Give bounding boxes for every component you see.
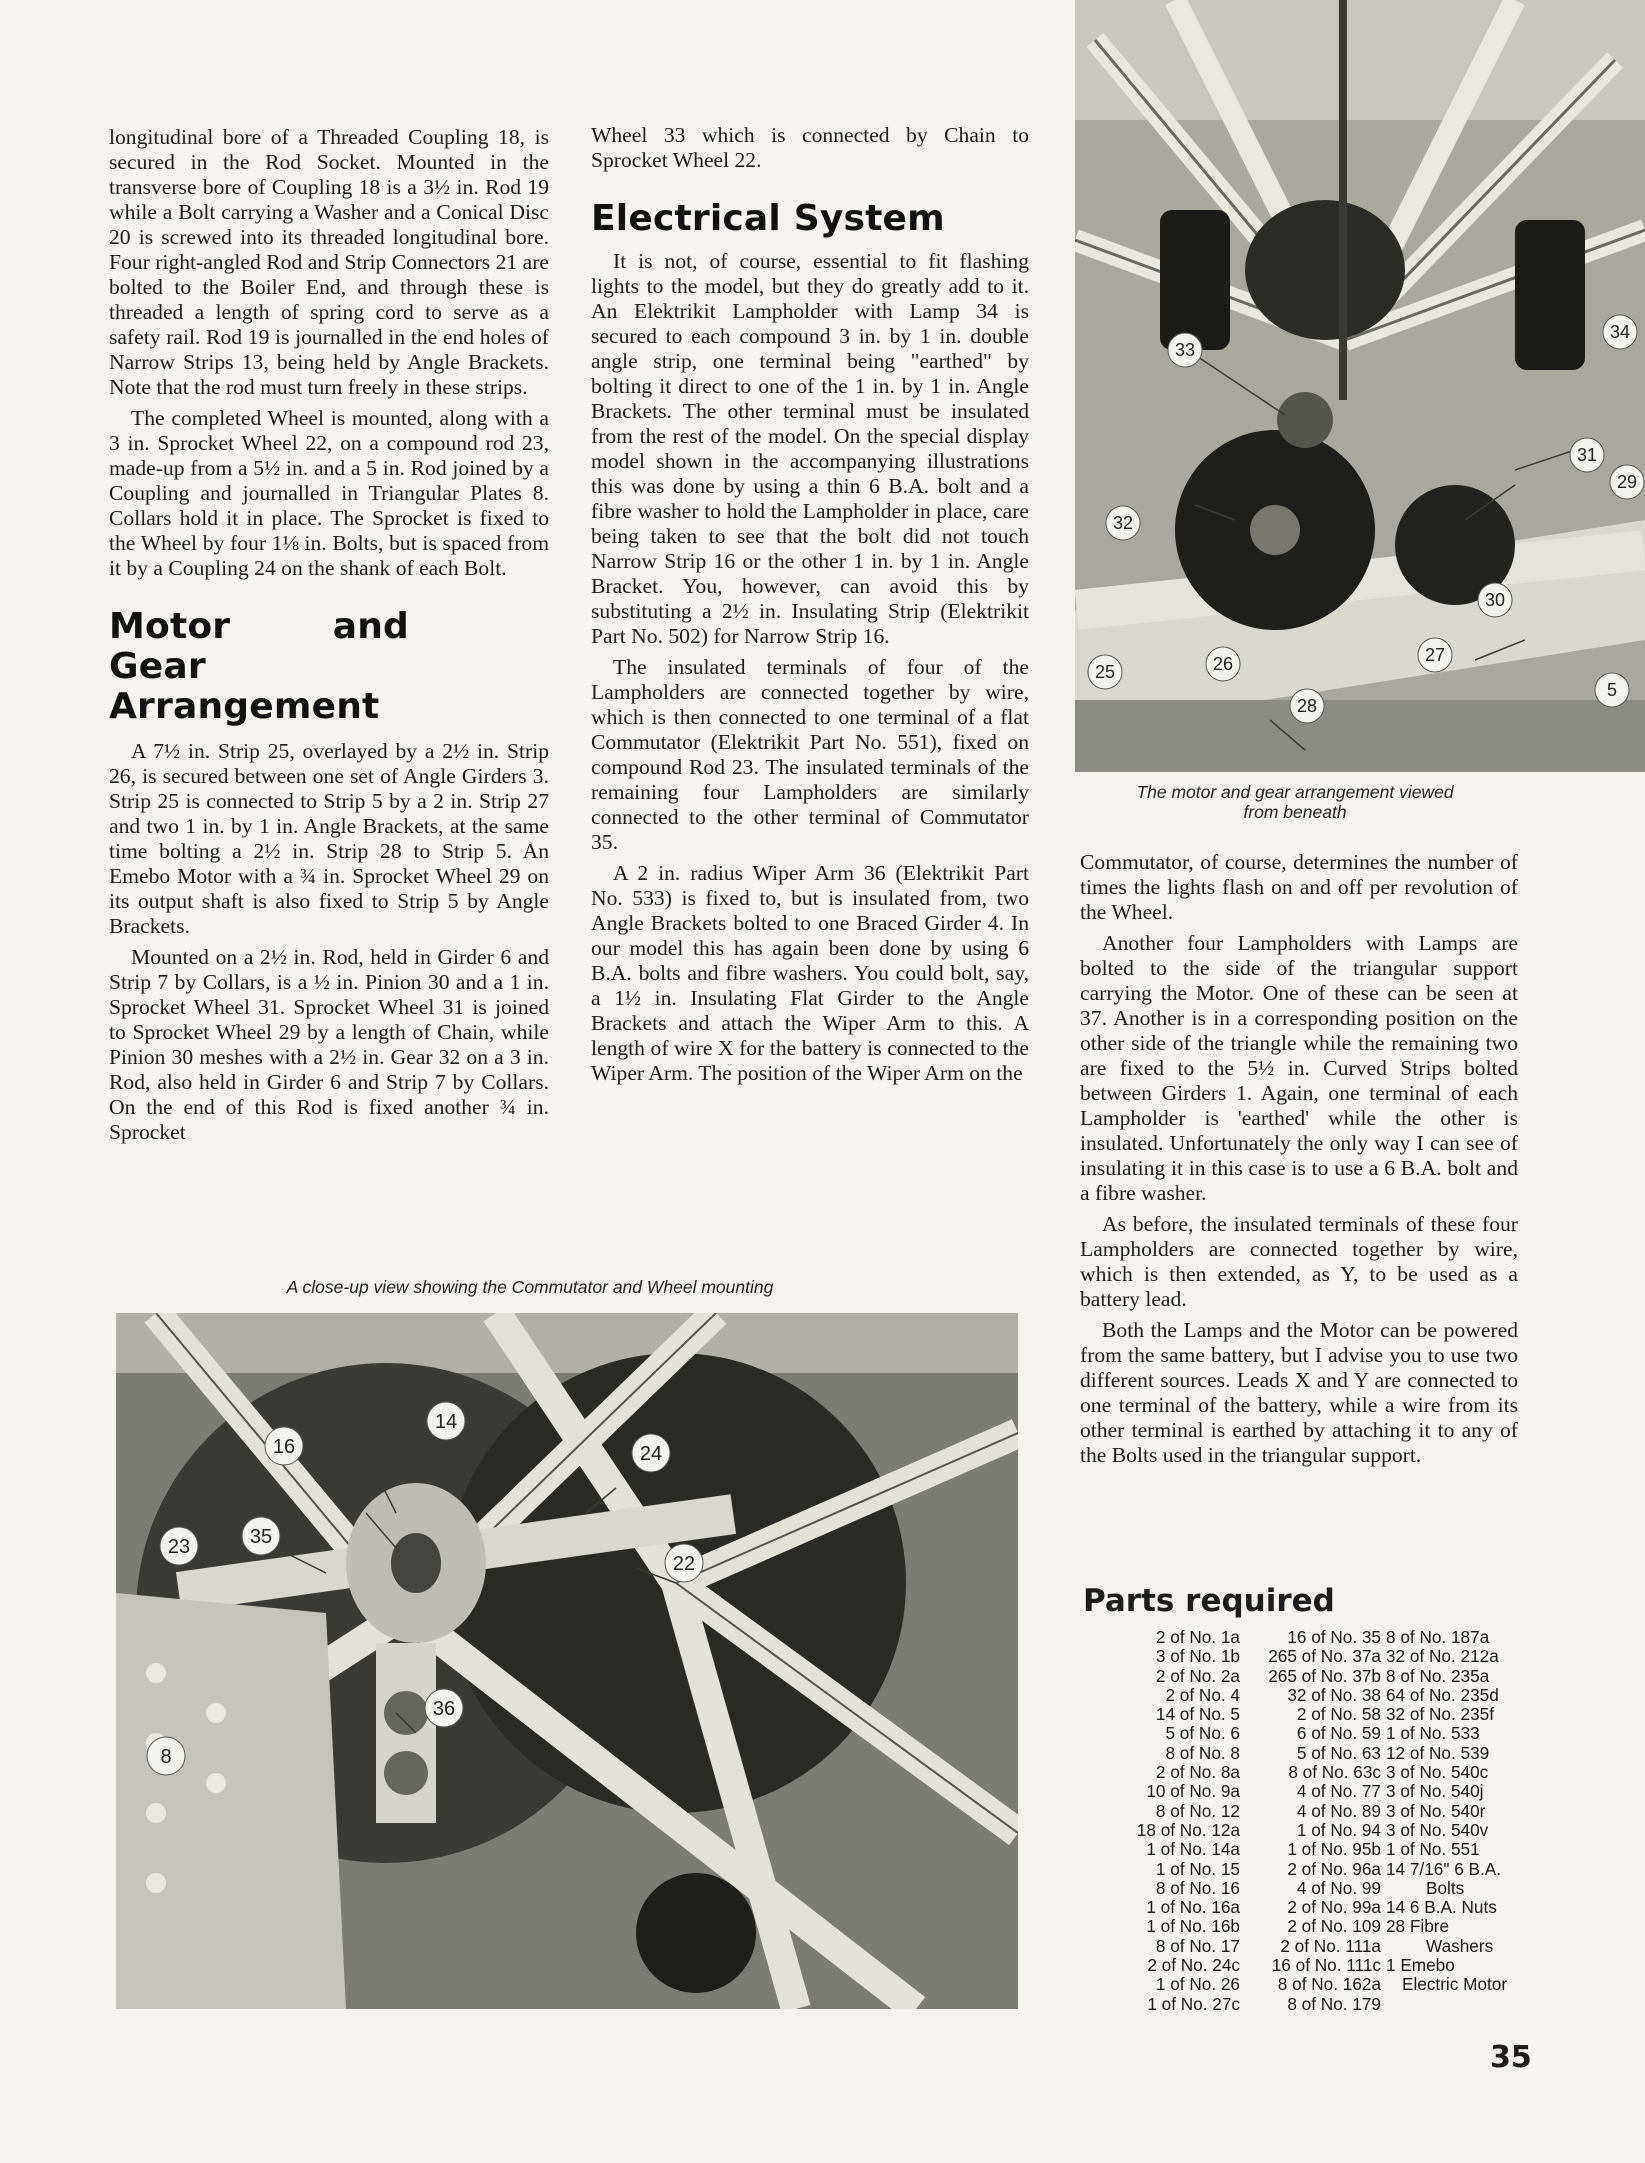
photo-commutator-wheel-image	[116, 1313, 1018, 2009]
parts-list-item: 2 of No. 111a	[1280, 1935, 1381, 1956]
photo-label: 5	[1606, 680, 1618, 700]
photo-label: 32	[1112, 513, 1134, 533]
parts-list-item: 3 of No. 540v	[1386, 1819, 1489, 1840]
parts-list-item: 14 of No. 5	[1155, 1704, 1240, 1725]
photo-label: 34	[1609, 322, 1631, 342]
paragraph: A 7½ in. Strip 25, overlayed by a 2½ in. Strip 26, is secured between one set of Angle Girders 3. Strip 25 is connected to Strip 5 by a 2 in. Strip 27 and two 1 in. by 1 in. Angle Brackets, at the same time bolting a 2½ in. Strip 28 to Strip 5. An Emebo Motor with a ¾ in. Sprocket Wheel 29 on its output shaft is also fixed to Strip 5 by Angle Brackets.	[109, 739, 549, 938]
parts-list-item: 18 of No. 12a	[1136, 1819, 1240, 1840]
parts-list-item: 2 of No. 109	[1287, 1916, 1381, 1937]
parts-list-item: 8 of No. 187a	[1386, 1627, 1490, 1647]
photo-label: 25	[1094, 662, 1116, 682]
parts-list-item: 1 of No. 14a	[1146, 1839, 1240, 1860]
parts-list-item: Electric Motor	[1402, 1974, 1508, 1995]
text-column-3	[1080, 850, 1518, 1474]
parts-list-item: 28 Fibre	[1386, 1916, 1450, 1937]
parts-list-item: 265 of No. 37a	[1268, 1646, 1381, 1667]
parts-list-item: 16 of No. 111c	[1271, 1955, 1381, 1976]
paragraph: Commutator, of course, determines the number of times the lights flash on and off per revolution of the Wheel.	[1080, 850, 1518, 924]
photo-label: 36	[432, 1698, 456, 1720]
parts-list-item: 3 of No. 1b	[1155, 1646, 1240, 1667]
parts-list-col-2	[1236, 1628, 1381, 2014]
parts-list-item: 1 Emebo	[1386, 1955, 1455, 1976]
parts-list-item: 8 of No. 12	[1155, 1800, 1240, 1821]
parts-list-item: 8 of No. 8	[1165, 1742, 1240, 1763]
paragraph: longitudinal bore of a Threaded Coupling 18, is secured in the Rod Socket. Mounted in the transverse bore of Coupling 18 is a 3½ in. Rod 19 while a Bolt carrying a Washer and a Conical Disc 20 is screwed into its threaded longitudinal bore. Four right-angled Rod and Strip Connectors 21 are bolted to the Boiler End, and through these is threaded a length of spring cord to serve as a safety rail. Rod 19 is journalled in the end holes of Narrow Strips 13, being held by Angle Brackets. Note that the rod must turn freely in these strips.	[109, 125, 549, 399]
parts-list-item: 2 of No. 1a	[1155, 1627, 1240, 1647]
parts-list-item: 14 7/16" 6 B.A.	[1386, 1858, 1502, 1879]
parts-list-item: Bolts	[1426, 1877, 1465, 1898]
parts-list-item: 14 6 B.A. Nuts	[1386, 1897, 1497, 1918]
parts-list-item: 1 of No. 16a	[1146, 1897, 1240, 1918]
photo-label: 33	[1174, 340, 1196, 360]
photo-label: 31	[1576, 445, 1598, 465]
paragraph: Both the Lamps and the Motor can be powered from the same battery, but I advise you to use two different sources. Leads X and Y are connected to one terminal of the battery, while a wire from its other terminal is earthed by attaching it to any of the Bolts used in the triangular support.	[1080, 1318, 1518, 1467]
parts-list-item: 2 of No. 58	[1296, 1704, 1381, 1725]
text-column-2	[591, 123, 1029, 1092]
parts-list-item: 8 of No. 17	[1155, 1935, 1240, 1956]
photo-label: 23	[167, 1536, 191, 1558]
parts-list-item: 2 of No. 2a	[1155, 1665, 1240, 1686]
parts-list-item: 1 of No. 27c	[1147, 1993, 1240, 2014]
parts-list-item: 3 of No. 540j	[1386, 1781, 1484, 1802]
parts-list-item: 1 of No. 94	[1296, 1819, 1381, 1840]
parts-list-item: 3 of No. 540c	[1386, 1762, 1489, 1783]
photo-label: 16	[272, 1436, 296, 1458]
photo-label: 22	[672, 1553, 696, 1575]
parts-list-item: 4 of No. 99	[1296, 1877, 1381, 1898]
paragraph: Another four Lampholders with Lamps are bolted to the side of the triangular support carrying the Motor. One of these can be seen at 37. Another is in a corresponding position on the other side of the triangle while the remaining two are fixed to the 5½ in. Curved Strips bolted between Girders 1. Again, one terminal of each Lampholder is 'earthed' while the other is insulated. Unfortunately the only way I can see of insulating it in this case is to use a 6 B.A. bolt and a fibre washer.	[1080, 931, 1518, 1205]
paragraph: The completed Wheel is mounted, along with a 3 in. Sprocket Wheel 22, on a compound rod 23, made-up from a 5½ in. and a 5 in. Rod joined by a Coupling and journalled in Triangular Plates 8. Collars hold it in place. The Sprocket is fixed to the Wheel by four 1⅛ in. Bolts, but is spaced from it by a Coupling 24 on the shank of each Bolt.	[109, 406, 549, 580]
parts-list-item: 8 of No. 63c	[1288, 1762, 1381, 1783]
parts-list-item: 1 of No. 95b	[1287, 1839, 1381, 1860]
parts-list-item: 5 of No. 63	[1296, 1742, 1381, 1763]
section-heading-electrical: Electrical System	[591, 198, 945, 239]
parts-list-item: 1 of No. 533	[1386, 1723, 1480, 1744]
photo-commutator-wheel	[116, 1313, 1018, 2009]
page-number: 35	[1490, 2040, 1532, 2075]
photo-label: 35	[249, 1526, 273, 1548]
parts-list-item: 4 of No. 89	[1296, 1800, 1381, 1821]
parts-list-item: 5 of No. 6	[1165, 1723, 1240, 1744]
parts-list-item: 10 of No. 9a	[1146, 1781, 1240, 1802]
parts-list-item: 2 of No. 4	[1165, 1684, 1240, 1705]
photo-label: 27	[1424, 645, 1446, 665]
parts-list-item: 16 of No. 35	[1287, 1627, 1381, 1647]
parts-list-item: 265 of No. 37b	[1268, 1665, 1381, 1686]
parts-list-item: 32 of No. 38	[1287, 1684, 1381, 1705]
parts-list-item: 64 of No. 235d	[1386, 1684, 1499, 1705]
paragraph: A 2 in. radius Wiper Arm 36 (Elektrikit Part No. 533) is fixed to, but is insulated from, two Angle Brackets bolted to one Braced Girder 4. In our model this has again been done by using 6 B.A. bolts and fibre washers. You could bolt, say, a 1½ in. Insulating Flat Girder to the Angle Brackets and attach the Wiper Arm to this. A length of wire X for the battery is connected to the Wiper Arm. The position of the Wiper Arm on the	[591, 861, 1029, 1085]
section-heading-motor: Motor and Gear Arrangement	[109, 606, 409, 727]
parts-list-item: 12 of No. 539	[1386, 1742, 1490, 1763]
parts-list-col-1	[1090, 1628, 1240, 2014]
parts-list-item: 8 of No. 16	[1155, 1877, 1240, 1898]
photo-label: 14	[434, 1411, 458, 1433]
photo-label: 8	[160, 1746, 172, 1768]
caption-motor-gear: The motor and gear arrangement viewed from beneath	[1136, 782, 1454, 822]
caption-commutator: A close-up view showing the Commutator and Wheel mounting	[286, 1277, 774, 1297]
parts-heading: Parts required	[1083, 1583, 1335, 1619]
parts-list-item: 8 of No. 235a	[1386, 1665, 1490, 1686]
parts-list-item: 6 of No. 59	[1296, 1723, 1381, 1744]
parts-list-item: 1 of No. 551	[1386, 1839, 1480, 1860]
parts-list-item: 8 of No. 179	[1287, 1993, 1381, 2014]
parts-list-item: 2 of No. 8a	[1155, 1762, 1240, 1783]
paragraph: The insulated terminals of four of the Lampholders are connected together by wire, which is then connected to one terminal of a flat Commutator (Elektrikit Part No. 551), fixed on compound Rod 23. The insulated terminals of the remaining four Lampholders are similarly connected to the other terminal of Commutator 35.	[591, 655, 1029, 854]
photo-motor-gear	[1075, 0, 1645, 772]
text-column-1	[109, 125, 549, 1151]
photo-label: 26	[1212, 654, 1234, 674]
parts-list-item: 2 of No. 24c	[1147, 1955, 1240, 1976]
photo-label: 24	[639, 1443, 663, 1465]
parts-list-item: 32 of No. 235f	[1386, 1704, 1494, 1725]
parts-list-item: 2 of No. 96a	[1287, 1858, 1381, 1879]
parts-list-item: 1 of No. 15	[1155, 1858, 1240, 1879]
photo-motor-gear-image	[1075, 0, 1645, 772]
paragraph: As before, the insulated terminals of these four Lampholders are connected together by wire, which is then extended, as Y, to be used as a battery lead.	[1080, 1212, 1518, 1311]
paragraph: It is not, of course, essential to fit flashing lights to the model, but they do greatly add to it. An Elektrikit Lampholder with Lamp 34 is secured to each compound 3 in. by 1 in. double angle strip, one terminal being "earthed" by bolting it direct to one of the 1 in. by 1 in. Angle Brackets. The other terminal must be insulated from the rest of the model. On the special display model shown in the accompanying illustrations this was done by using a thin 6 B.A. bolt and a fibre washer to hold the Lampholder in place, care being taken to see that the bolt did not touch Narrow Strip 16 or the other 1 in. by 1 in. Angle Bracket. You, however, can avoid this by substituting a 2½ in. Insulating Strip (Elektrikit Part No. 502) for Narrow Strip 16.	[591, 249, 1029, 648]
photo-label: 28	[1296, 696, 1318, 716]
parts-list-item: 8 of No. 162a	[1277, 1974, 1381, 1995]
parts-list-item: Washers	[1426, 1935, 1494, 1956]
photo-label: 30	[1484, 590, 1506, 610]
photo-label: 29	[1616, 472, 1638, 492]
paragraph: Wheel 33 which is connected by Chain to Sprocket Wheel 22.	[591, 123, 1029, 172]
parts-list-item: 4 of No. 77	[1296, 1781, 1381, 1802]
parts-list-item: 2 of No. 99a	[1287, 1897, 1381, 1918]
parts-list-item: 1 of No. 16b	[1146, 1916, 1240, 1937]
parts-list-item: 1 of No. 26	[1155, 1974, 1240, 1995]
parts-list-col-3	[1386, 1628, 1536, 1995]
paragraph: Mounted on a 2½ in. Rod, held in Girder 6 and Strip 7 by Collars, is a ½ in. Pinion 30 and a 1 in. Sprocket Wheel 31. Sprocket Wheel 31 is joined to Sprocket Wheel 29 by a length of Chain, while Pinion 30 meshes with a 2½ in. Gear 32 on a 3 in. Rod, also held in Girder 6 and Strip 7 by Collars. On the end of this Rod is fixed another ¾ in. Sprocket	[109, 945, 549, 1144]
parts-list-item: 32 of No. 212a	[1386, 1646, 1499, 1667]
parts-list-item: 3 of No. 540r	[1386, 1800, 1486, 1821]
